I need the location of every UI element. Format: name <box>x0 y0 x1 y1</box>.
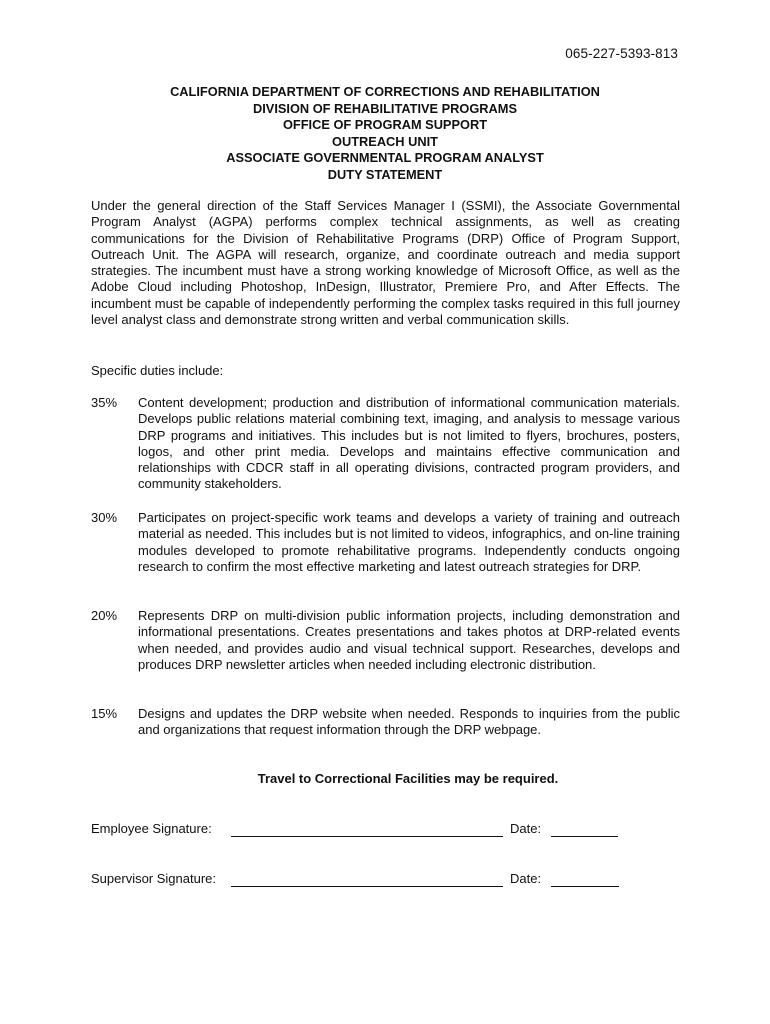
header-office: OFFICE OF PROGRAM SUPPORT <box>282 117 488 133</box>
document-id: 065-227-5393-813 <box>565 46 678 61</box>
employee-date-field[interactable] <box>551 821 618 837</box>
duty-percent: 30% <box>91 510 118 525</box>
duty-item <box>91 510 680 575</box>
duty-percent: 35% <box>91 395 118 410</box>
employee-signature-label: Employee Signature: <box>91 821 212 836</box>
header-position: ASSOCIATE GOVERNMENTAL PROGRAM ANALYST <box>226 150 544 166</box>
travel-note: Travel to Correctional Facilities may be required. <box>257 771 559 786</box>
duty-item <box>91 608 680 673</box>
supervisor-signature-field[interactable] <box>231 871 503 887</box>
specific-duties-label: Specific duties include: <box>91 363 224 378</box>
duty-item <box>91 706 680 739</box>
supervisor-date-label: Date: <box>510 871 542 886</box>
duty-text: Content development; production and distribution of informational communication materials. Develops public relations material combining text, imaging, and analysis to message various DRP programs and initiatives. This includes but is not limited to flyers, brochures, posters, logos, and other print media. Develops and maintains effective communication and relationships with CDCR staff in all operating divisions, contracted program providers, and community stakeholders. <box>138 395 680 492</box>
supervisor-date-field[interactable] <box>551 871 619 887</box>
duty-percent: 20% <box>91 608 118 623</box>
header-title: DUTY STATEMENT <box>327 166 443 182</box>
supervisor-signature-label: Supervisor Signature: <box>91 871 217 886</box>
header-department: CALIFORNIA DEPARTMENT OF CORRECTIONS AND REHABILITATION <box>170 84 600 99</box>
employee-date-label: Date: <box>510 821 542 836</box>
intro-paragraph: Under the general direction of the Staff Services Manager I (SSMI), the Associate Governmental Program Analyst (AGPA) performs complex technical assignments, as well as creating communications for the Division of Rehabilitative Programs (DRP) Office of Program Support, Outreach Unit. The AGPA will research, organize, and coordinate outreach and media support strategies. The incumbent must have a strong working knowledge of Microsoft Office, as well as the Adobe Cloud including Photoshop, InDesign, Illustrator, Premiere Pro, and After Effects. The incumbent must be capable of independently performing the complex tasks required in this full journey level analyst class and demonstrate strong written and verbal communication skills. <box>91 198 680 328</box>
header-division: DIVISION OF REHABILITATIVE PROGRAMS <box>252 100 517 116</box>
duty-item <box>91 395 680 493</box>
duty-text: Participates on project-specific work teams and develops a variety of training and outreach material as needed. This includes but is not limited to videos, infographics, and on-line training modules developed to promote rehabilitative programs. Independently conducts ongoing research to confirm the most effective marketing and latest outreach strategies for DRP. <box>138 510 680 574</box>
document-header <box>90 84 680 184</box>
duty-percent: 15% <box>91 706 118 721</box>
employee-signature-field[interactable] <box>231 821 503 837</box>
duty-text: Represents DRP on multi-division public information projects, including demonstration and informational presentations. Creates presentations and takes photos at DRP-related events when needed, and provides audio and visual technical support. Researches, develops and produces DRP newsletter articles when needed including electronic distribution. <box>138 608 680 672</box>
duty-text: Designs and updates the DRP website when needed. Responds to inquiries from the public and organizations that request information through the DRP webpage. <box>138 706 680 738</box>
header-unit: OUTREACH UNIT <box>332 133 438 149</box>
